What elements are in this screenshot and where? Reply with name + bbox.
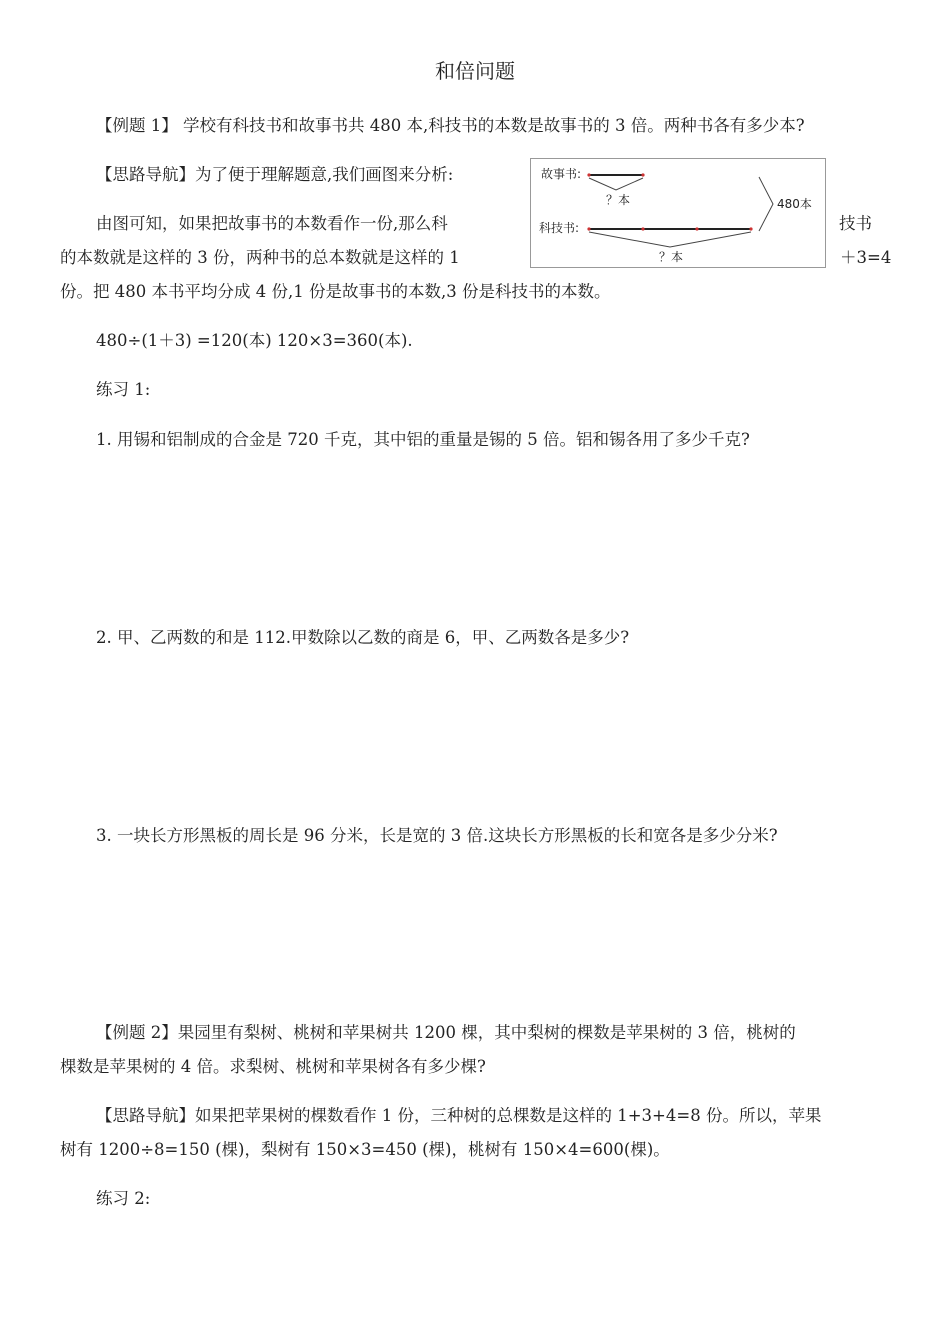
- practice-1-heading: 练习 1:: [96, 380, 151, 399]
- example-1-explanation-line-1: 由图可知，如果把故事书的本数看作一份,那么科: [96, 214, 448, 233]
- example-2-guide-line-1: 【思路导航】如果把苹果树的棵数看作 1 份，三种树的总棵数是这样的 1+3+4=8 份。所以，苹果: [96, 1106, 822, 1125]
- total-brace: [759, 177, 773, 231]
- line-segment-diagram: [530, 158, 826, 268]
- segment-endpoint: [587, 227, 590, 230]
- example-2-problem-line-2: 棵数是苹果树的 4 倍。求梨树、桃树和苹果树各有多少棵?: [60, 1057, 486, 1076]
- example-1-explanation-line-3: 份。把 480 本书平均分成 4 份,1 份是故事书的本数,3 份是科技书的本数。: [60, 282, 611, 301]
- segment-endpoint: [749, 227, 752, 230]
- practice-1-question-1: 1. 用锡和铝制成的合金是 720 千克，其中铝的重量是锡的 5 倍。铝和锡各用了多少千克?: [96, 430, 750, 449]
- total-label: 480本: [777, 197, 812, 211]
- example-1-explanation-line-1-end: 技书: [839, 214, 872, 233]
- story-books-label: 故事书:: [541, 167, 582, 181]
- example-2-guide-line-2: 树有 1200÷8=150 (棵)，梨树有 150×3=450 (棵)，桃树有 150×4=600(棵)。: [60, 1140, 670, 1159]
- segment-endpoint: [587, 173, 590, 176]
- science-books-part-label: ？本: [659, 250, 684, 264]
- example-2-problem-line-1: 【例题 2】果园里有梨树、桃树和苹果树共 1200 棵，其中梨树的棵数是苹果树的 3 倍，桃树的: [96, 1023, 796, 1042]
- story-books-part-label: ？本: [606, 193, 631, 207]
- example-1-guide-lead: 【思路导航】为了便于理解题意,我们画图来分析:: [96, 165, 454, 184]
- practice-1-question-3: 3. 一块长方形黑板的周长是 96 分米，长是宽的 3 倍.这块长方形黑板的长和宽各是多少分米?: [96, 826, 778, 845]
- story-books-brace: [589, 178, 643, 190]
- practice-1-question-2: 2. 甲、乙两数的和是 112.甲数除以乙数的商是 6，甲、乙两数各是多少?: [96, 628, 630, 647]
- practice-2-heading: 练习 2:: [96, 1189, 151, 1208]
- example-1-explanation-line-2: 的本数就是这样的 3 份，两种书的总本数就是这样的 1: [60, 248, 460, 267]
- segment-divider: [641, 227, 644, 230]
- example-1-calculation: 480÷(1＋3) =120(本) 120×3=360(本).: [96, 331, 413, 350]
- segment-divider: [695, 227, 698, 230]
- example-1-problem: 【例题 1】 学校有科技书和故事书共 480 本,科技书的本数是故事书的 3 倍。两种书各有多少本?: [96, 116, 805, 135]
- science-books-brace: [589, 232, 751, 247]
- science-books-label: 科技书:: [539, 221, 580, 235]
- page-title: 和倍问题: [435, 59, 515, 83]
- example-1-explanation-line-2-end: ＋3=4: [840, 248, 892, 267]
- segment-endpoint: [641, 173, 644, 176]
